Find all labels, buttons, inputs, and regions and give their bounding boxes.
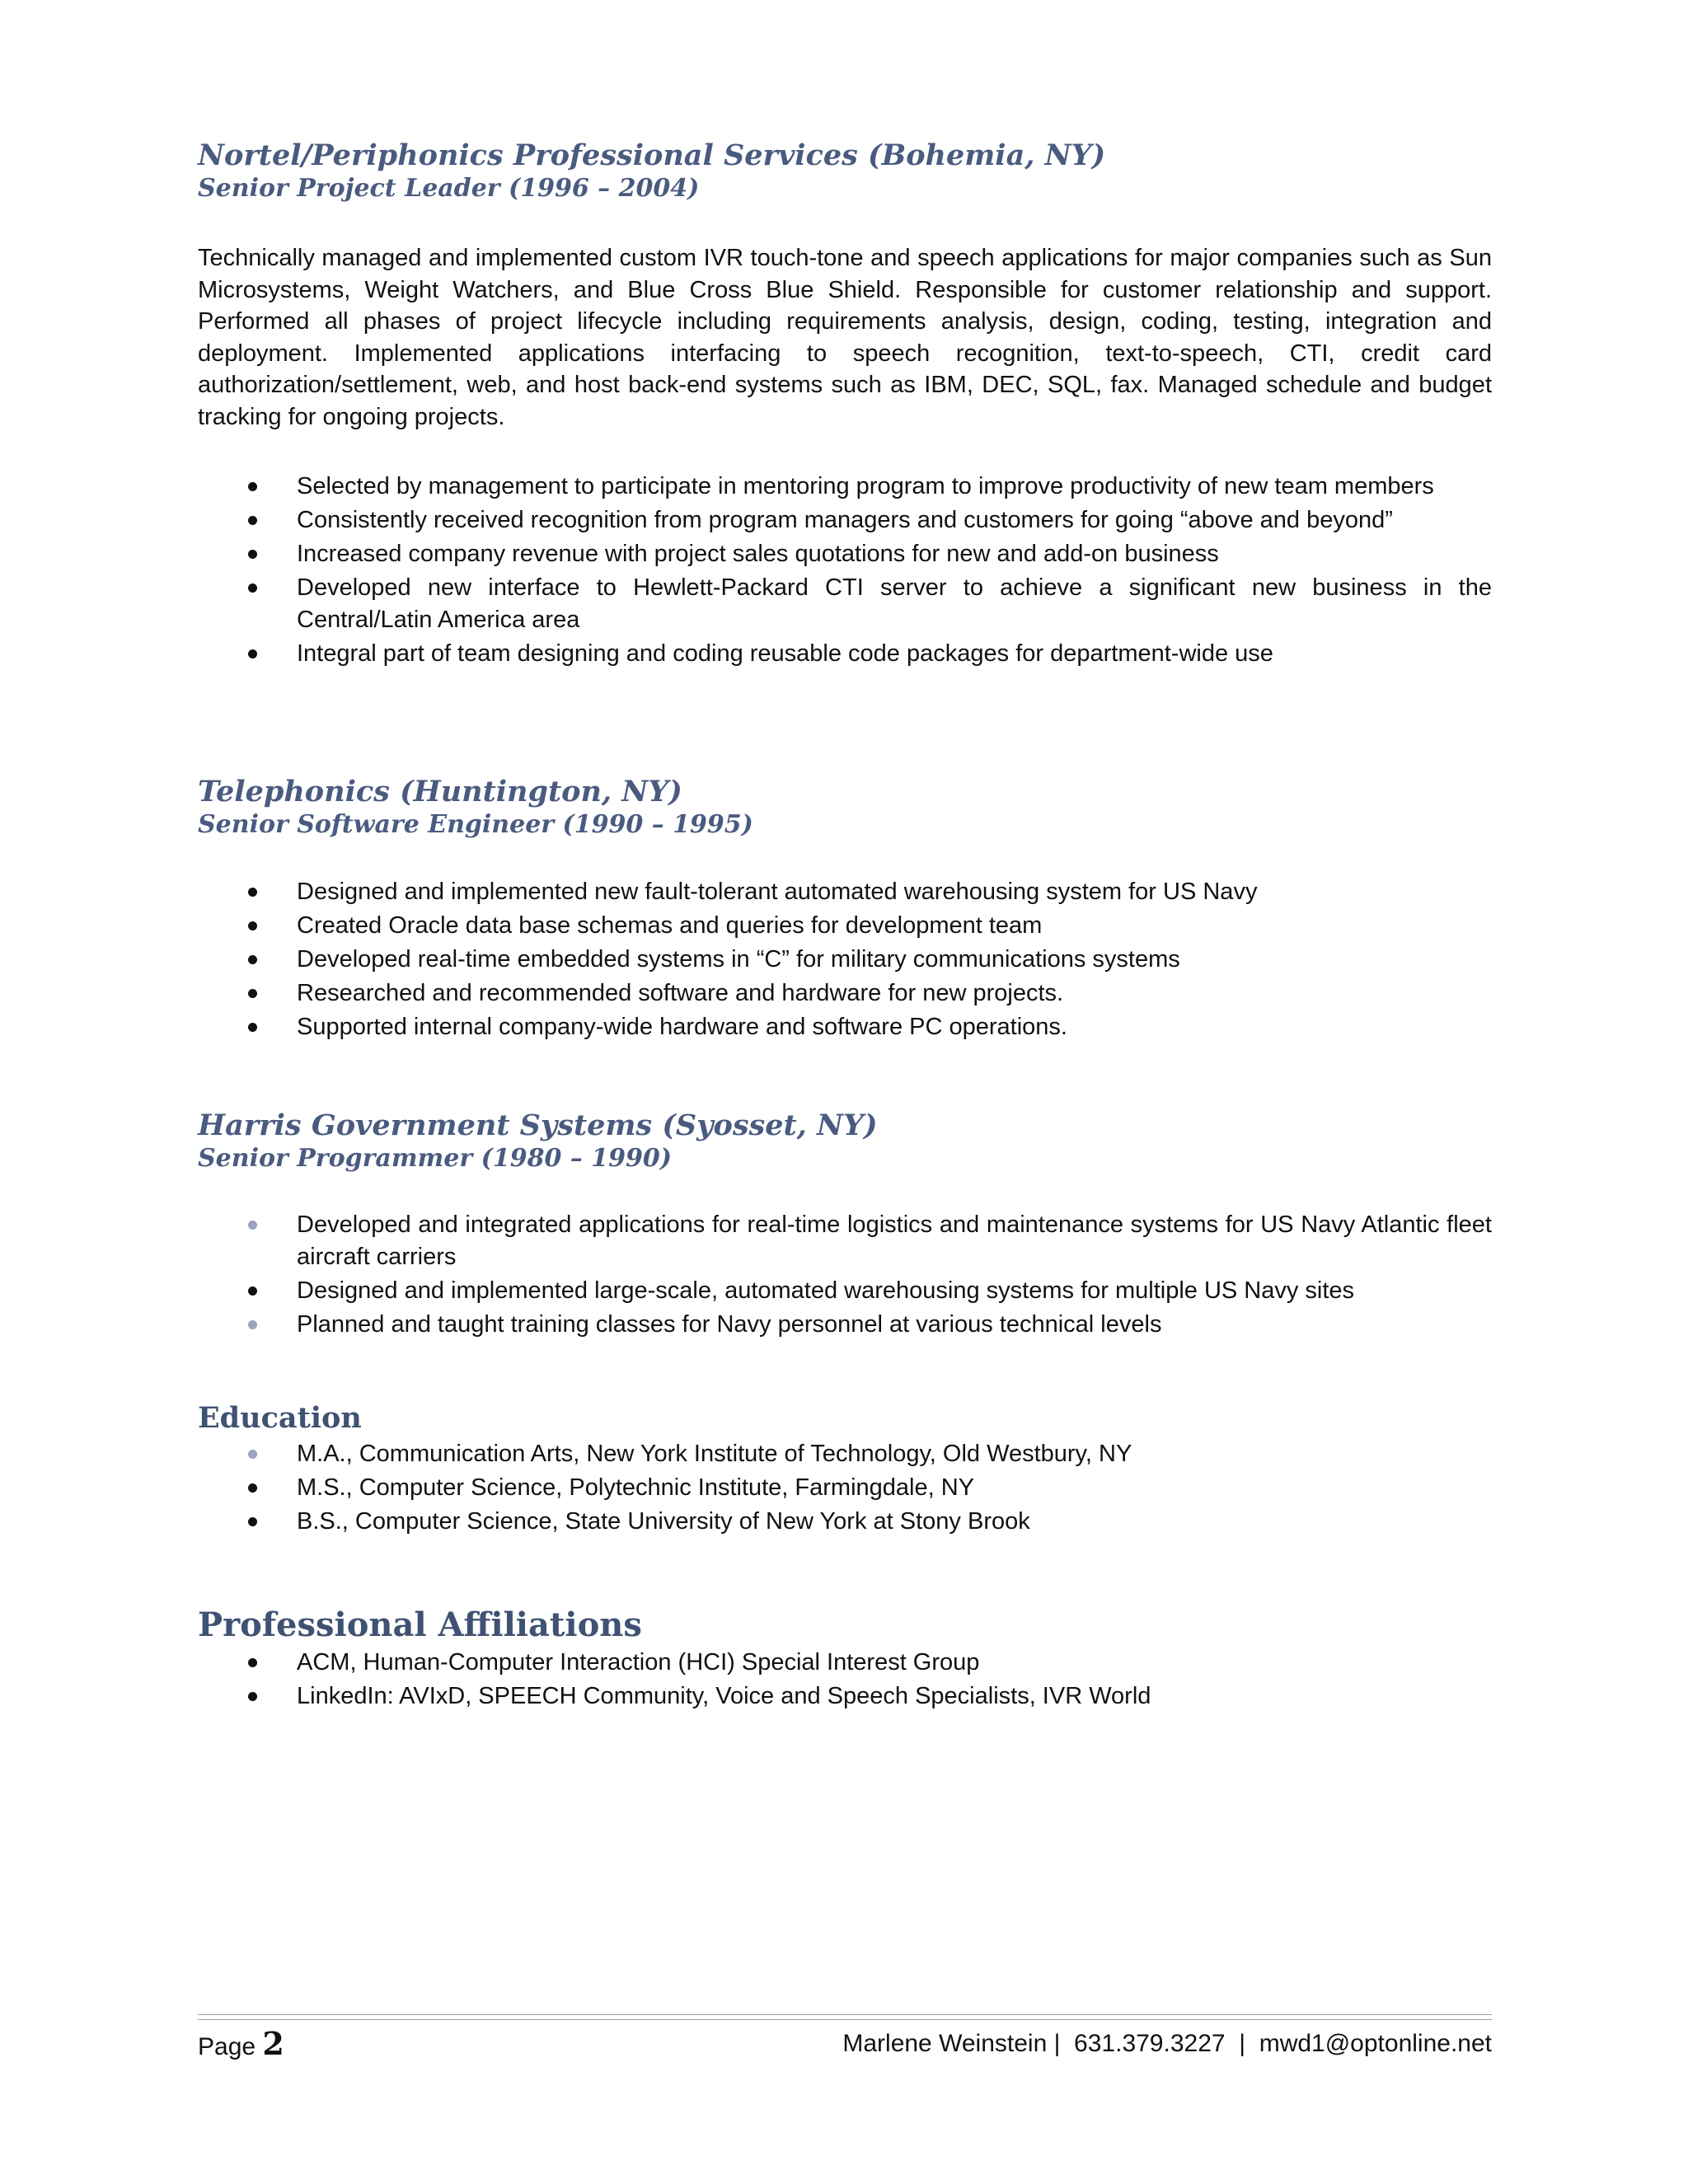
education-heading: Education: [198, 1401, 362, 1435]
job-role: Senior Project Leader (1996 – 2004): [198, 174, 700, 203]
affiliations-heading: Professional Affiliations: [198, 1605, 642, 1644]
bullet-icon: [248, 1517, 257, 1526]
list-item: Supported internal company-wide hardware and software PC operations.: [198, 1011, 1492, 1043]
bullet-icon: [248, 482, 257, 491]
bullet-icon: [248, 1658, 257, 1667]
list-item: Consistently received recognition from program managers and customers for going “above and beyond”: [198, 504, 1492, 537]
list-item: LinkedIn: AVIxD, SPEECH Community, Voice and Speech Specialists, IVR World: [198, 1680, 1492, 1713]
list-item: Developed real-time embedded systems in “C” for military communications systems: [198, 944, 1492, 976]
job-bullets: [198, 471, 1492, 672]
list-item: Created Oracle data base schemas and queries for development team: [198, 910, 1492, 942]
list-item: Increased company revenue with project sales quotations for new and add-on business: [198, 538, 1492, 570]
bullet-icon: [248, 1286, 257, 1296]
footer-divider: [198, 2014, 1492, 2020]
job-role: Senior Programmer (1980 – 1990): [198, 1144, 672, 1173]
job-telephonics: [198, 775, 1492, 841]
job-nortel: [198, 138, 1492, 204]
list-item: Designed and implemented large-scale, automated warehousing systems for multiple US Navy sites: [198, 1275, 1492, 1307]
bullet-icon: [248, 921, 257, 930]
job-company: Nortel/Periphonics Professional Services (Bohemia, NY): [198, 138, 1106, 172]
page-label: Page 2: [198, 2025, 284, 2062]
page-footer: [198, 2026, 1492, 2062]
footer-contact: Marlene Weinstein | 631.379.3227 | mwd1@optonline.net: [842, 2030, 1492, 2057]
bullet-icon: [248, 955, 257, 964]
job-bullets: [198, 876, 1492, 1045]
bullet-icon: [248, 1692, 257, 1701]
list-item: Researched and recommended software and hardware for new projects.: [198, 977, 1492, 1010]
bullet-icon: [248, 583, 257, 593]
job-company: Harris Government Systems (Syosset, NY): [198, 1108, 878, 1142]
list-item: Integral part of team designing and coding reusable code packages for department-wide use: [198, 638, 1492, 670]
bullet-icon: [248, 1450, 257, 1459]
job-company: Telephonics (Huntington, NY): [198, 775, 682, 808]
job-role: Senior Software Engineer (1990 – 1995): [198, 810, 753, 839]
list-item: B.S., Computer Science, State University of New York at Stony Brook: [198, 1506, 1492, 1538]
bullet-icon: [248, 1483, 257, 1493]
affiliations-list: [198, 1647, 1492, 1714]
education-list: [198, 1438, 1492, 1540]
list-item: M.A., Communication Arts, New York Institute of Technology, Old Westbury, NY: [198, 1438, 1492, 1470]
list-item: Designed and implemented new fault-tolerant automated warehousing system for US Navy: [198, 876, 1492, 908]
bullet-icon: [248, 888, 257, 897]
list-item: Developed new interface to Hewlett-Packard CTI server to achieve a significant new business in the Central/Latin America area: [198, 572, 1492, 635]
bullet-icon: [248, 649, 257, 658]
list-item: Selected by management to participate in mentoring program to improve productivity of new team members: [198, 471, 1492, 503]
bullet-icon: [248, 1023, 257, 1032]
resume-page: [198, 0, 1492, 2184]
bullet-icon: [248, 989, 257, 998]
list-item: Developed and integrated applications for real-time logistics and maintenance systems for US Navy Atlantic fleet aircraft carriers: [198, 1209, 1492, 1272]
job-harris: [198, 1108, 1492, 1174]
bullet-icon: [248, 1221, 257, 1230]
list-item: M.S., Computer Science, Polytechnic Institute, Farmingdale, NY: [198, 1472, 1492, 1504]
job-summary: Technically managed and implemented custom IVR touch-tone and speech applications for major companies such as Sun Microsystems, Weight Watchers, and Blue Cross Blue Shield. Responsible for customer relationship and support. Performed all phases of project lifecycle including requirements analysis, design, coding, testing, integration and deployment. Implemented applications interfacing to speech recognition, text-to-speech, CTI, credit card authorization/settlement, web, and host back-end systems such as IBM, DEC, SQL, fax. Managed schedule and budget tracking for ongoing projects.: [198, 245, 1492, 430]
bullet-icon: [248, 1320, 257, 1329]
bullet-icon: [248, 516, 257, 525]
page-number: 2: [262, 2025, 284, 2062]
bullet-icon: [248, 550, 257, 559]
job-bullets: [198, 1209, 1492, 1343]
list-item: ACM, Human-Computer Interaction (HCI) Special Interest Group: [198, 1647, 1492, 1679]
list-item: Planned and taught training classes for Navy personnel at various technical levels: [198, 1309, 1492, 1341]
